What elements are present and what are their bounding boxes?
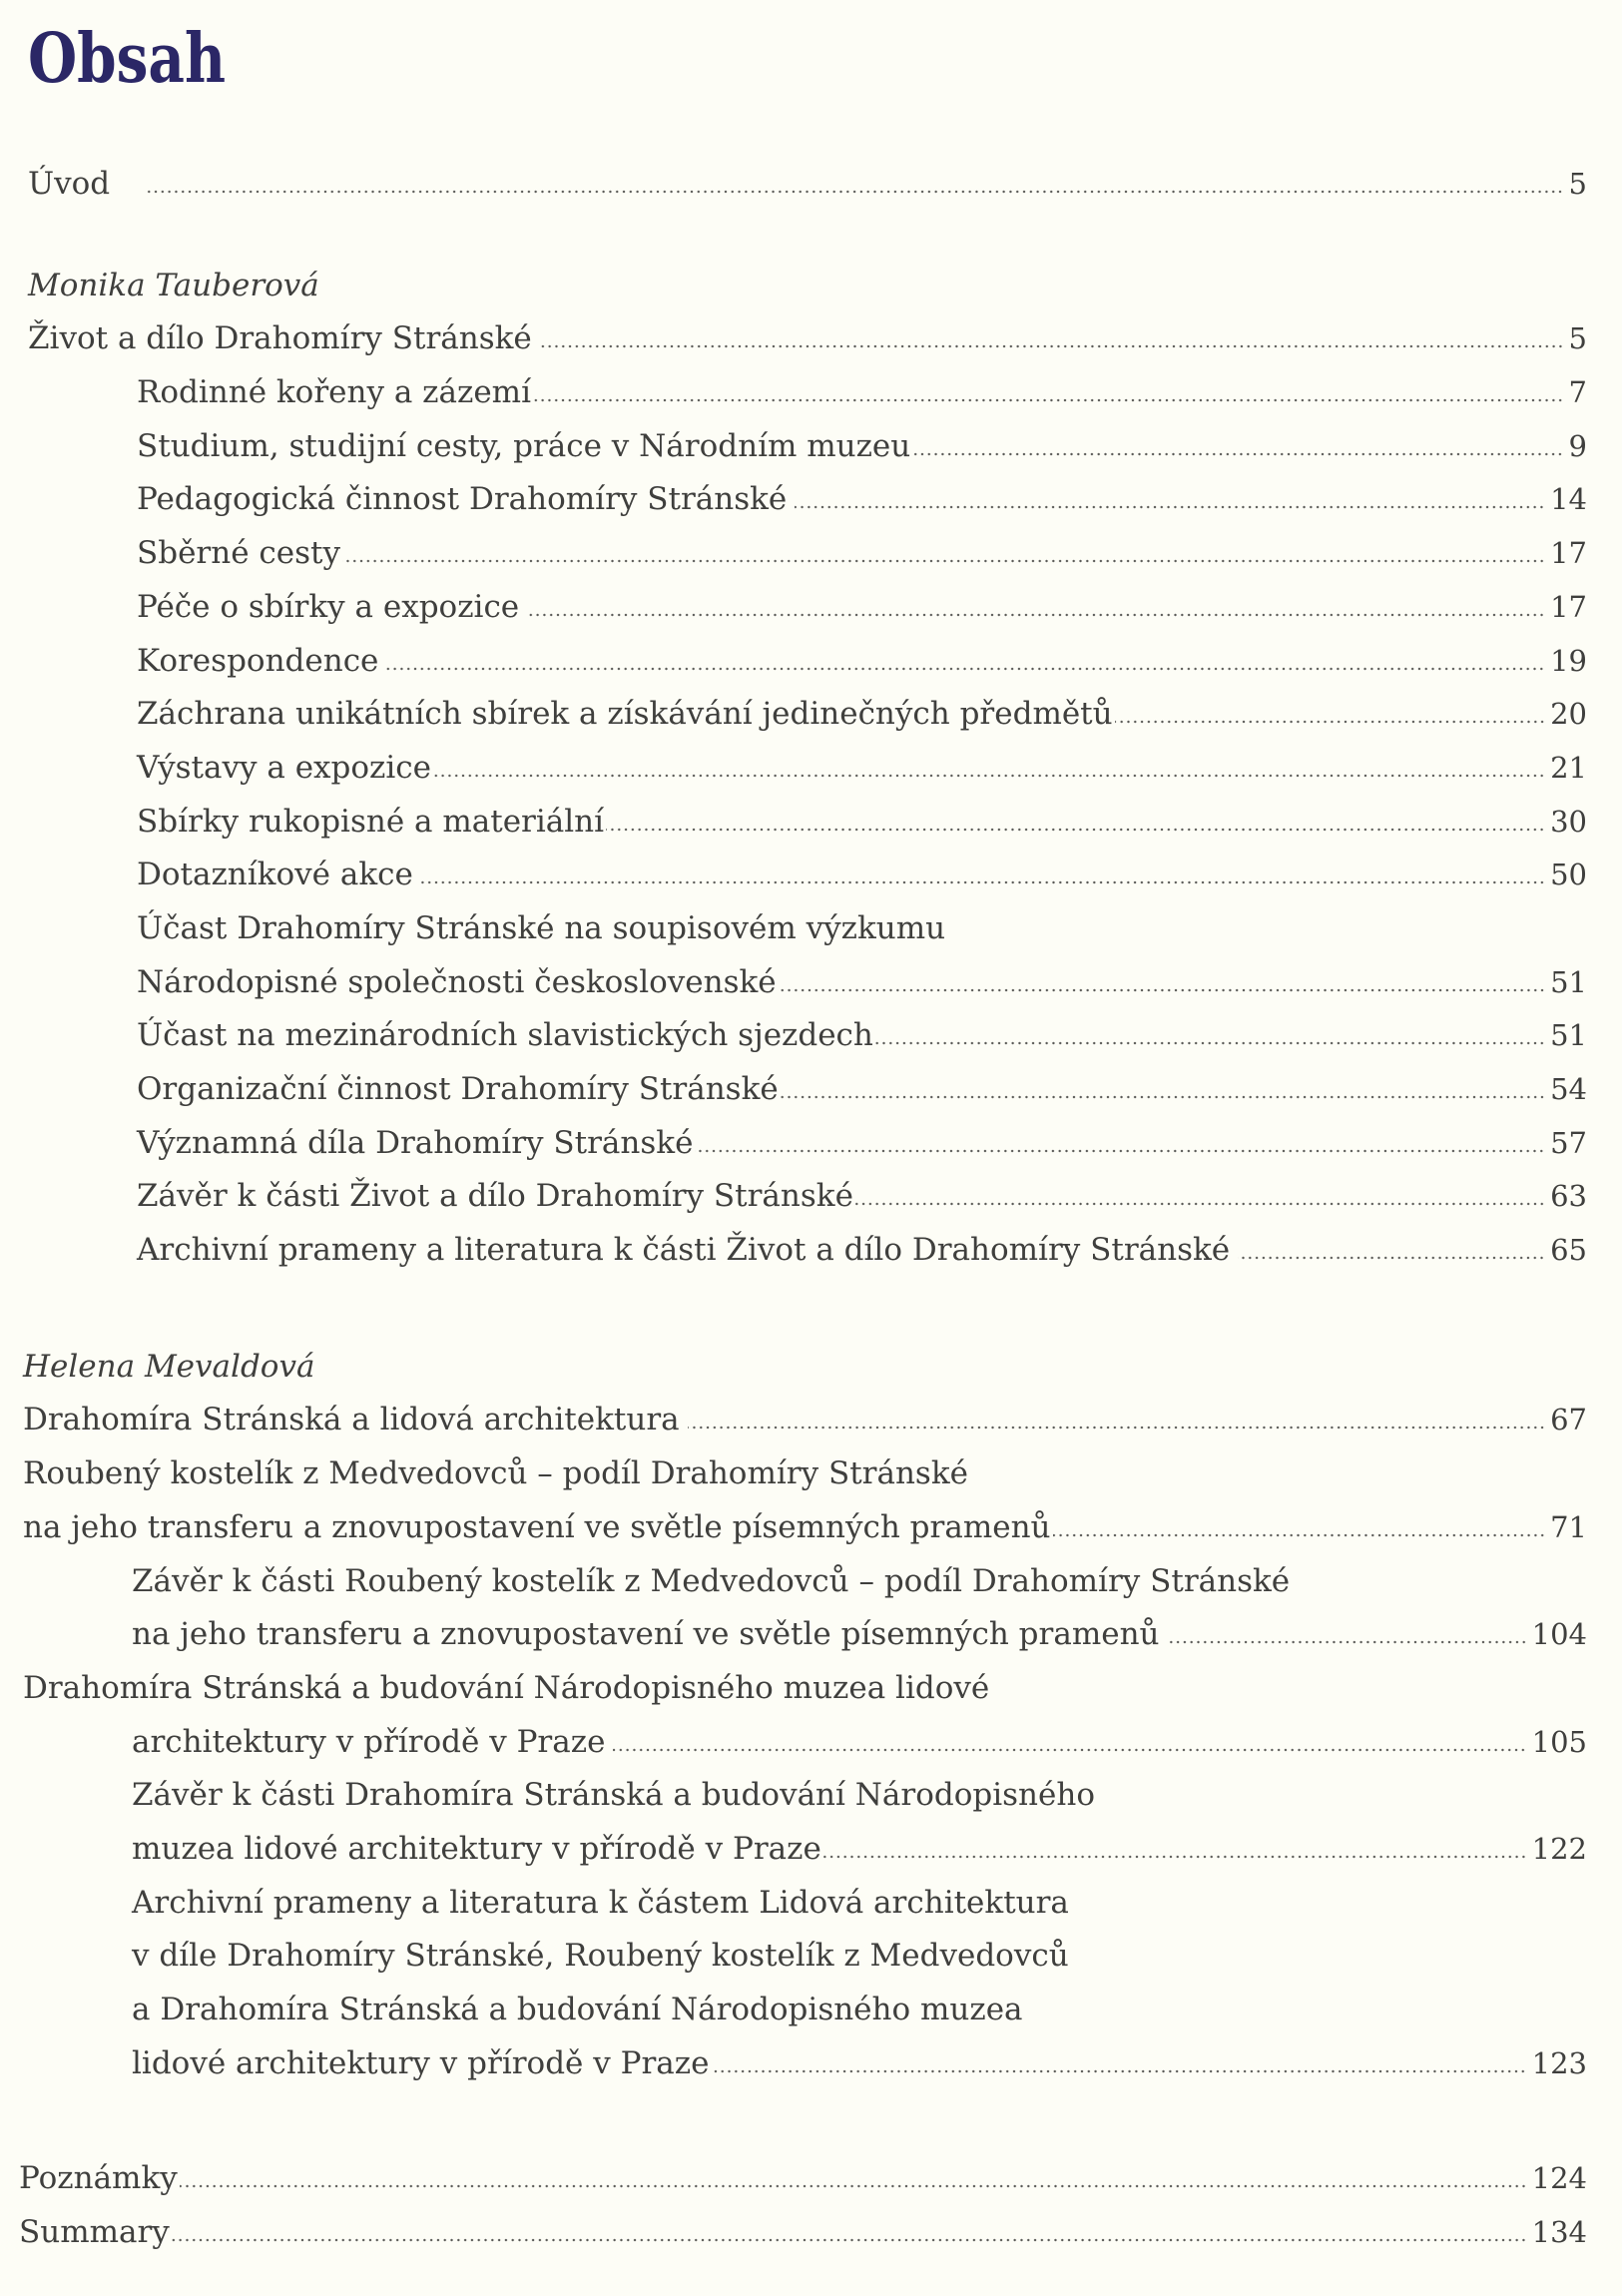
entry-title: Rodinné kořeny a zázemí	[137, 374, 531, 411]
page-number: 19	[1550, 643, 1587, 678]
toc-entry	[0, 688, 1587, 742]
section-author	[0, 260, 1587, 313]
entry-title: Poznámky	[19, 2160, 178, 2197]
entry-line	[0, 1555, 1587, 1609]
toc-entry	[0, 312, 1587, 366]
toc-entry	[0, 527, 1587, 581]
toc-entry	[0, 1117, 1587, 1171]
entry-line	[0, 1984, 1587, 2037]
toc-entry	[0, 742, 1587, 796]
entry-title: Organizační činnost Drahomíry Stránské	[137, 1071, 779, 1107]
page-number: 67	[1550, 1403, 1587, 1437]
toc-entry	[0, 581, 1587, 635]
entry-title: Roubený kostelík z Medvedovců – podíl Drahomíry Stránské	[23, 1455, 968, 1492]
entry-title: Výstavy a expozice	[137, 749, 431, 786]
page-number: 17	[1550, 536, 1587, 571]
dot-leader	[1238, 1256, 1545, 1260]
dot-leader	[342, 559, 1545, 563]
entry-line	[0, 956, 1587, 1010]
dot-leader	[180, 2184, 1527, 2188]
entry-title-continued: v díle Drahomíry Stránské, Roubený kostelík z Medvedovců	[132, 1938, 1069, 1975]
toc-intro	[0, 158, 1587, 212]
entry-line	[0, 1608, 1587, 1662]
entry-title: Studium, studijní cesty, práce v Národním muzeu	[137, 427, 911, 464]
page-number: 5	[1568, 167, 1587, 201]
page-number: 65	[1550, 1233, 1587, 1268]
entry-title: Péče o sbírky a expozice	[137, 588, 520, 625]
toc-entry	[0, 796, 1587, 850]
page-number: 21	[1550, 750, 1587, 785]
dot-leader	[144, 190, 1563, 194]
toc-entry	[0, 1394, 1587, 1447]
entry-title: Významná díla Drahomíry Stránské	[137, 1124, 694, 1161]
dot-leader	[1115, 720, 1545, 724]
entry-title: Závěr k části Drahomíra Stránská a budování Národopisného	[132, 1777, 1095, 1814]
page-number: 5	[1568, 321, 1587, 356]
toc-section-tauberova	[0, 260, 1587, 1278]
toc-entry	[0, 1769, 1587, 1876]
entry-title: Život a dílo Drahomíry Stránské	[28, 320, 532, 357]
dot-leader	[386, 667, 1545, 671]
entry-line	[0, 1447, 1587, 1501]
entry-line	[0, 1823, 1587, 1877]
dot-leader	[433, 774, 1545, 778]
author-name: Helena Mevaldová	[23, 1348, 315, 1385]
entry-title-continued: architektury v přírodě v Praze	[132, 1723, 606, 1760]
entry-title: Závěr k části Roubený kostelík z Medvedovců – podíl Drahomíry Stránské	[132, 1562, 1291, 1599]
entry-title: Drahomíra Stránská a budování Národopisného muzea lidové	[23, 1669, 990, 1706]
toc-entry	[0, 2206, 1587, 2260]
entry-title: Dotazníkové akce	[137, 857, 413, 893]
dot-leader	[823, 1855, 1527, 1859]
entry-line	[0, 1716, 1587, 1770]
dot-leader	[172, 2238, 1527, 2242]
toc-entry	[0, 1877, 1587, 2091]
page-number: 105	[1531, 1724, 1587, 1759]
dot-leader	[875, 1041, 1545, 1045]
entry-title: Pedagogická činnost Drahomíry Stránské	[137, 481, 788, 518]
entry-line	[0, 902, 1587, 956]
entry-title: Drahomíra Stránská a lidová architektura	[23, 1402, 680, 1438]
page-number: 7	[1568, 375, 1587, 410]
page-number: 134	[1531, 2215, 1587, 2250]
toc-entry	[0, 420, 1587, 474]
page-number: 51	[1550, 1018, 1587, 1053]
page-number: 124	[1531, 2161, 1587, 2196]
entry-title-continued: na jeho transferu a znovupostavení ve světle písemných pramenů	[132, 1616, 1160, 1653]
entry-line	[0, 1769, 1587, 1823]
page-number: 17	[1550, 589, 1587, 624]
page-number: 14	[1550, 482, 1587, 517]
toc-entry	[0, 158, 1587, 212]
entry-line	[0, 1877, 1587, 1931]
entry-title: Účast Drahomíry Stránské na soupisovém výzkumu	[137, 909, 946, 946]
page-number: 51	[1550, 964, 1587, 999]
toc-entry	[0, 1224, 1587, 1278]
page-number: 104	[1531, 1617, 1587, 1652]
toc-entry	[0, 1447, 1587, 1554]
toc-entry	[0, 1170, 1587, 1224]
toc-entry	[0, 1662, 1587, 1769]
table-of-contents	[0, 158, 1587, 2260]
dot-leader	[540, 344, 1564, 348]
entry-title: Sbírky rukopisné a materiální	[137, 803, 605, 840]
section-author	[0, 1341, 1587, 1395]
dot-leader	[912, 452, 1563, 456]
page-number: 63	[1550, 1179, 1587, 1214]
entry-line	[0, 1930, 1587, 1984]
entry-line	[0, 1501, 1587, 1555]
entry-title: Účast na mezinárodních slavistických sjezdech	[137, 1017, 873, 1054]
entry-title-continued: muzea lidové architektury v přírodě v Praze	[132, 1830, 821, 1867]
toc-entry	[0, 1063, 1587, 1117]
dot-leader	[688, 1426, 1545, 1430]
page-number: 9	[1568, 428, 1587, 463]
page-number: 20	[1550, 697, 1587, 732]
page-number: 57	[1550, 1125, 1587, 1160]
toc-section-mevaldova	[0, 1341, 1587, 2091]
dot-leader	[695, 1149, 1545, 1153]
toc-entry	[0, 1009, 1587, 1063]
toc-entry	[0, 635, 1587, 689]
entry-title: Korespondence	[137, 642, 379, 679]
page-number: 122	[1531, 1831, 1587, 1866]
page-number: 71	[1550, 1509, 1587, 1544]
entry-title: Archivní prameny a literatura k části Život a dílo Drahomíry Stránské	[137, 1232, 1231, 1269]
dot-leader	[527, 613, 1545, 617]
dot-leader	[779, 988, 1545, 992]
page-number: 30	[1550, 804, 1587, 839]
page-number: 123	[1531, 2045, 1587, 2080]
dot-leader	[795, 505, 1545, 509]
dot-leader	[613, 1748, 1526, 1752]
dot-leader	[533, 398, 1564, 402]
toc-entry	[0, 473, 1587, 527]
entry-title: Úvod	[28, 166, 111, 202]
entry-title: Archivní prameny a literatura k částem Lidová architektura	[132, 1884, 1069, 1921]
toc-entry	[0, 366, 1587, 420]
dot-leader	[1168, 1640, 1527, 1644]
entry-title: Sběrné cesty	[137, 535, 340, 572]
dot-leader	[781, 1095, 1545, 1099]
dot-leader	[606, 828, 1545, 832]
entry-title: Summary	[19, 2214, 170, 2251]
dot-leader	[421, 880, 1545, 884]
toc-entry	[0, 1555, 1587, 1662]
entry-title: Záchrana unikátních sbírek a získávání jedinečných předmětů	[137, 696, 1113, 733]
toc-entry	[0, 902, 1587, 1009]
toc-entry	[0, 849, 1587, 902]
entry-line	[0, 1662, 1587, 1716]
page-title: Obsah	[28, 19, 227, 99]
page-number: 50	[1550, 858, 1587, 892]
dot-leader	[855, 1202, 1545, 1206]
entry-title-continued: lidové architektury v přírodě v Praze	[132, 2044, 710, 2081]
entry-title-continued: na jeho transferu a znovupostavení ve světle písemných pramenů	[23, 1508, 1051, 1545]
entry-title: Závěr k části Život a dílo Drahomíry Stránské	[137, 1178, 853, 1215]
dot-leader	[1053, 1533, 1546, 1537]
page-number: 54	[1550, 1072, 1587, 1106]
dot-leader	[711, 2069, 1526, 2073]
author-name: Monika Tauberová	[28, 267, 319, 303]
toc-closing	[0, 2152, 1587, 2259]
entry-line	[0, 2037, 1587, 2091]
entry-title-continued: Národopisné společnosti československé	[137, 963, 777, 1000]
entry-title-continued: a Drahomíra Stránská a budování Národopisného muzea	[132, 1992, 1023, 2027]
toc-entry	[0, 2152, 1587, 2206]
